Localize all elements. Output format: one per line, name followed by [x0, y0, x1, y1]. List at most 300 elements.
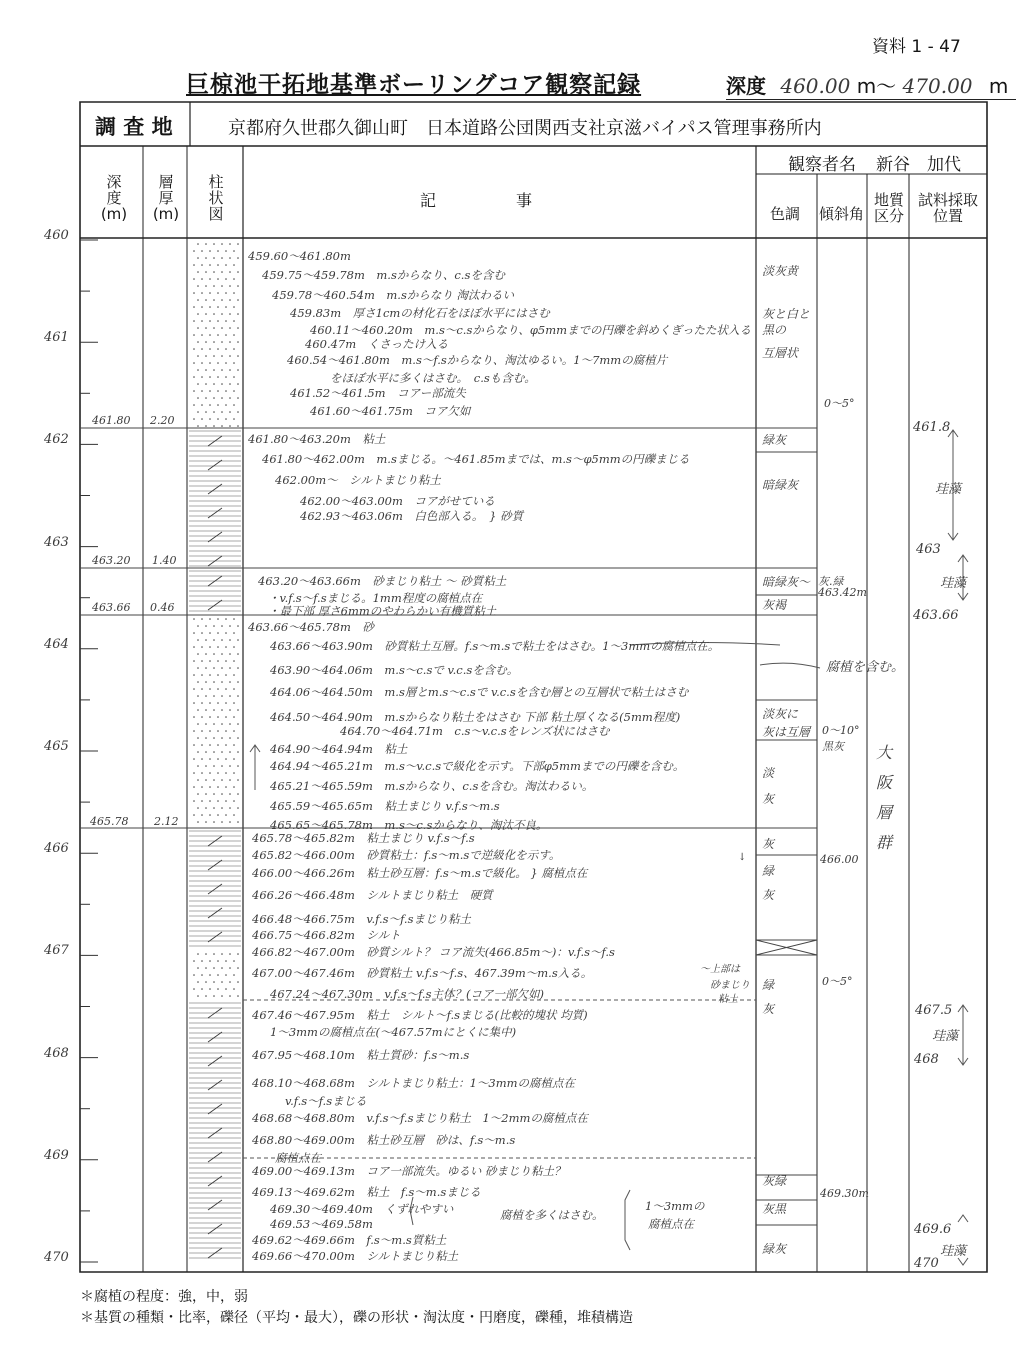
side-note: 腐植を多くはさむ。: [500, 1208, 604, 1222]
sand-dot: [233, 716, 235, 718]
sand-dot: [213, 257, 215, 259]
sand-dot: [233, 306, 235, 308]
sand-dot: [201, 264, 203, 266]
side-note: 粘土: [718, 994, 738, 1005]
description-entry: 459.78〜460.54m m.sからなり 淘汰わるい: [272, 288, 514, 302]
header-column-1: 柱: [208, 173, 224, 191]
sand-dot: [225, 632, 227, 634]
sand-dot: [217, 334, 219, 336]
sand-dot: [237, 953, 239, 955]
sand-dot: [221, 397, 223, 399]
silt-mark: [208, 1056, 222, 1066]
sand-dot: [233, 786, 235, 788]
sand-dot: [221, 341, 223, 343]
sand-dot: [209, 376, 211, 378]
sand-dot: [225, 716, 227, 718]
sand-dot: [193, 660, 195, 662]
description-entry: 464.94〜465.21m m.s〜v.c.sで級化を示す。下部φ5mmまでの円礫を含む。: [270, 759, 685, 773]
description-entry: 466.26〜466.48m シルトまじり粘土 硬質: [252, 888, 493, 902]
sand-dot: [213, 681, 215, 683]
sand-dot: [209, 418, 211, 420]
depth-scale-label: 461: [44, 330, 69, 346]
depth-scale-label: 464: [44, 636, 69, 652]
sand-dot: [205, 397, 207, 399]
silt-mark: [208, 1080, 222, 1090]
sand-dot: [197, 257, 199, 259]
sand-dot: [233, 800, 235, 802]
sand-dot: [201, 390, 203, 392]
description-entry: 465.59〜465.65m 粘土まじり v.f.s〜m.s: [270, 799, 500, 813]
header-column-3: 図: [208, 205, 224, 223]
sand-dot: [197, 625, 199, 627]
sand-dot: [221, 751, 223, 753]
header-depth-2: 度: [106, 189, 122, 207]
description-entry: 467.00〜467.46m 砂質粘土 v.f.s〜f.s、467.39m〜m.s入る。: [252, 966, 593, 980]
sand-dot: [225, 418, 227, 420]
sand-dot: [209, 632, 211, 634]
sand-dot: [193, 404, 195, 406]
sand-dot: [213, 383, 215, 385]
site-label: 調 査 地: [95, 115, 173, 139]
sand-dot: [237, 779, 239, 781]
sand-dot: [233, 744, 235, 746]
silt-mark: [208, 532, 222, 542]
description-entry: 460.11〜460.20m m.s〜c.sからなり、φ5mmまでの円礫を斜めくぎったた状入る: [310, 323, 752, 337]
sand-dot: [209, 716, 211, 718]
sand-dot: [205, 355, 207, 357]
dip-value: 463.42m: [818, 586, 867, 599]
footnote: ＊腐植の程度：強，中，弱: [80, 1289, 248, 1305]
silt-mark: [208, 1104, 222, 1114]
sand-dot: [197, 695, 199, 697]
description-entry: 465.65〜465.78m m.s〜c.sからなり、淘汰不良。: [270, 818, 548, 832]
sand-dot: [213, 625, 215, 627]
description-entry: 462.00m〜 シルトまじり粘土: [275, 473, 441, 487]
sand-dot: [225, 618, 227, 620]
sand-dot: [233, 758, 235, 760]
sand-dot: [213, 807, 215, 809]
sand-dot: [205, 285, 207, 287]
sand-dot: [237, 285, 239, 287]
sampling-mark: 463: [916, 542, 941, 557]
sand-dot: [221, 243, 223, 245]
depth-scale-label: 466: [44, 841, 69, 857]
sand-dot: [221, 723, 223, 725]
sand-dot: [209, 334, 211, 336]
sand-dot: [237, 653, 239, 655]
dip-value: 黒灰: [822, 740, 844, 753]
sand-dot: [221, 821, 223, 823]
sand-dot: [201, 320, 203, 322]
sand-dot: [221, 995, 223, 997]
color-label: 灰黒: [762, 1202, 787, 1216]
description-entry: 465.82〜466.00m 砂質粘土：f.s〜m.sで逆級化を示す。: [252, 848, 561, 862]
sand-dot: [201, 376, 203, 378]
silt-mark: [208, 600, 222, 610]
side-note: ↓: [738, 852, 747, 863]
observer-label: 観察者名: [788, 155, 856, 175]
sand-dot: [205, 751, 207, 753]
sand-dot: [225, 250, 227, 252]
description-entry: 469.53〜469.58m: [270, 1217, 373, 1231]
sand-dot: [213, 995, 215, 997]
sand-dot: [217, 786, 219, 788]
header-geology-2: 区分: [873, 207, 904, 225]
silt-mark: [208, 1032, 222, 1042]
sand-dot: [197, 723, 199, 725]
header-column: [200, 174, 232, 222]
color-label: 灰緑: [762, 1174, 787, 1188]
sand-dot: [205, 779, 207, 781]
sand-dot: [209, 730, 211, 732]
sand-dot: [213, 271, 215, 273]
sand-dot: [213, 397, 215, 399]
silt-mark: [208, 508, 222, 518]
sand-dot: [237, 397, 239, 399]
sand-dot: [237, 271, 239, 273]
description-entry: 468.10〜468.68m シルトまじり粘土：1〜3mmの腐植点在: [252, 1076, 576, 1090]
sand-dot: [201, 772, 203, 774]
sand-dot: [193, 348, 195, 350]
sand-dot: [221, 383, 223, 385]
sand-dot: [193, 418, 195, 420]
sand-dot: [197, 639, 199, 641]
sand-dot: [209, 390, 211, 392]
sand-dot: [229, 967, 231, 969]
sand-dot: [213, 667, 215, 669]
sand-dot: [233, 320, 235, 322]
sand-dot: [225, 404, 227, 406]
sand-dot: [209, 744, 211, 746]
depth-scale-label: 467: [44, 943, 69, 959]
description-entry: 466.82〜467.00m 砂質シルト？ コア流失(466.85m〜)：v.f.s〜f.s: [252, 945, 615, 959]
sand-dot: [209, 362, 211, 364]
description-entry: v.f.s〜f.sまじる: [285, 1094, 367, 1108]
sand-dot: [217, 632, 219, 634]
sand-dot: [201, 988, 203, 990]
side-note: 1〜3mmの: [645, 1199, 705, 1213]
sand-dot: [225, 988, 227, 990]
sand-dot: [229, 723, 231, 725]
sand-dot: [209, 960, 211, 962]
description-entry: 459.75〜459.78m m.sからなり、c.sを含む: [262, 268, 505, 282]
sand-dot: [237, 807, 239, 809]
color-label: 淡灰に: [762, 707, 799, 721]
sand-dot: [201, 960, 203, 962]
sand-dot: [233, 814, 235, 816]
sand-dot: [209, 786, 211, 788]
sand-dot: [205, 341, 207, 343]
sand-dot: [193, 646, 195, 648]
depth-scale-label: 470: [44, 1250, 69, 1265]
sand-dot: [193, 264, 195, 266]
sand-dot: [221, 967, 223, 969]
silt-mark: [208, 884, 222, 894]
sand-dot: [201, 786, 203, 788]
color-label: 緑: [762, 978, 775, 992]
sand-dot: [225, 660, 227, 662]
color-label: 淡: [762, 766, 775, 780]
sand-dot: [205, 625, 207, 627]
silt-mark: [208, 484, 222, 494]
description-entry: 469.30〜469.40m くずれやすい: [270, 1202, 454, 1216]
side-note: 〜上部は: [700, 964, 740, 975]
description-entry: 461.52〜461.5m コアー部流失: [290, 386, 466, 400]
sand-dot: [217, 674, 219, 676]
header-depth-1: 深: [106, 173, 122, 191]
description-entry: 463.90〜464.06m m.s〜c.sで v.c.sを含む。: [270, 663, 519, 677]
description-entry: ・最下部 厚さ6mmのやわらかい有機質粘土: [268, 604, 497, 618]
sand-dot: [217, 716, 219, 718]
sand-dot: [225, 730, 227, 732]
sand-dot: [213, 695, 215, 697]
depth-range-unit1: m〜: [856, 74, 897, 98]
sand-dot: [217, 688, 219, 690]
sand-dot: [197, 369, 199, 371]
sand-dot: [193, 772, 195, 774]
sand-dot: [205, 313, 207, 315]
sand-dot: [193, 974, 195, 976]
sampling-mark: 469.6: [914, 1222, 952, 1237]
sand-dot: [209, 320, 211, 322]
sand-dot: [197, 765, 199, 767]
side-note: 砂まじり: [710, 980, 750, 991]
sand-dot: [217, 404, 219, 406]
sand-dot: [193, 688, 195, 690]
silt-mark: [208, 908, 222, 918]
silt-mark: [208, 860, 222, 870]
sand-dot: [197, 793, 199, 795]
sand-dot: [229, 271, 231, 273]
sand-dot: [201, 348, 203, 350]
sand-dot: [209, 306, 211, 308]
sand-dot: [213, 967, 215, 969]
sand-dot: [237, 723, 239, 725]
sand-dot: [229, 737, 231, 739]
description-entry: 467.95〜468.10m 粘土質砂：f.s〜m.s: [252, 1048, 470, 1062]
description-entry: 462.00〜463.00m コアがせている: [300, 494, 495, 508]
sand-dot: [225, 292, 227, 294]
color-label: 緑灰: [762, 1242, 787, 1256]
sand-dot: [229, 327, 231, 329]
sand-dot: [205, 821, 207, 823]
sand-dot: [229, 779, 231, 781]
sand-dot: [197, 243, 199, 245]
sand-dot: [205, 639, 207, 641]
sand-dot: [209, 974, 211, 976]
sand-dot: [197, 709, 199, 711]
sampling-mark: 461.8: [913, 420, 951, 435]
sand-dot: [233, 646, 235, 648]
sand-dot: [221, 625, 223, 627]
description-entry: 462.93〜463.06m 白色部入る。 } 砂質: [300, 509, 524, 523]
sand-dot: [197, 397, 199, 399]
sampling-mark: 467.5: [915, 1003, 953, 1018]
sand-dot: [229, 257, 231, 259]
header-color: 色調: [770, 205, 801, 223]
sand-dot: [237, 981, 239, 983]
sand-dot: [237, 383, 239, 385]
page-title: 巨椋池干拓地基準ボーリングコア観察記録: [186, 72, 642, 98]
sand-dot: [217, 306, 219, 308]
sand-dot: [205, 243, 207, 245]
layer-thickness: 2.20: [150, 414, 175, 427]
sand-dot: [217, 730, 219, 732]
sand-dot: [201, 744, 203, 746]
sand-dot: [201, 632, 203, 634]
sand-dot: [233, 348, 235, 350]
sand-dot: [217, 278, 219, 280]
sand-dot: [237, 299, 239, 301]
sand-dot: [205, 299, 207, 301]
sand-dot: [209, 674, 211, 676]
sand-dot: [221, 793, 223, 795]
sand-dot: [197, 967, 199, 969]
sand-dot: [225, 974, 227, 976]
description-entry: 463.66〜463.90m 砂質粘土互層。f.s〜m.sで粘土をはさむ。1〜3mmの腐植点在。: [270, 639, 720, 653]
sand-dot: [221, 779, 223, 781]
color-label: 灰と白と: [762, 307, 811, 321]
depth-range-label: 深度: [726, 74, 766, 98]
sand-dot: [221, 327, 223, 329]
sand-dot: [237, 355, 239, 357]
sand-dot: [217, 618, 219, 620]
description-entry: 460.47m くさったけ入る: [305, 337, 449, 351]
sand-dot: [217, 974, 219, 976]
description-entry: 463.66〜465.78m 砂: [248, 620, 374, 634]
sand-dot: [237, 341, 239, 343]
sand-dot: [237, 625, 239, 627]
color-label: 互層状: [762, 346, 799, 360]
sand-dot: [233, 278, 235, 280]
sand-dot: [217, 320, 219, 322]
sand-dot: [193, 292, 195, 294]
sand-dot: [213, 793, 215, 795]
sand-dot: [209, 292, 211, 294]
sand-dot: [225, 702, 227, 704]
sand-dot: [221, 369, 223, 371]
sand-dot: [205, 981, 207, 983]
sand-dot: [217, 988, 219, 990]
sampling-mark: 珪藻: [940, 576, 967, 591]
sand-dot: [213, 411, 215, 413]
sand-dot: [217, 348, 219, 350]
silt-mark: [208, 1200, 222, 1210]
color-label: 灰は互層: [762, 725, 811, 739]
sand-dot: [201, 974, 203, 976]
sand-dot: [213, 639, 215, 641]
sand-dot: [197, 751, 199, 753]
sand-dot: [197, 995, 199, 997]
dip-value: 0〜10°: [822, 724, 860, 737]
header-geology: [869, 192, 909, 224]
sand-dot: [197, 411, 199, 413]
sand-dot: [213, 765, 215, 767]
sand-dot: [193, 744, 195, 746]
sand-dot: [237, 369, 239, 371]
sand-dot: [217, 418, 219, 420]
sand-dot: [193, 250, 195, 252]
sand-dot: [221, 807, 223, 809]
color-label: 灰: [762, 1002, 775, 1016]
sand-dot: [201, 250, 203, 252]
sampling-mark: 468: [914, 1052, 939, 1067]
description-entry: 461.80〜462.00m m.sまじる。〜461.85mまでは、m.s〜φ5mmの円礫まじる: [262, 452, 690, 466]
side-note: 腐植点在: [648, 1217, 694, 1231]
sand-dot: [225, 320, 227, 322]
sand-dot: [229, 653, 231, 655]
sand-dot: [193, 334, 195, 336]
sand-dot: [197, 953, 199, 955]
sand-dot: [229, 243, 231, 245]
layer-depth: 463.20: [92, 554, 131, 567]
header-thickness-1: 層: [158, 173, 174, 191]
sand-dot: [225, 278, 227, 280]
sand-dot: [233, 632, 235, 634]
sand-dot: [225, 688, 227, 690]
sand-dot: [217, 660, 219, 662]
sand-dot: [237, 425, 239, 427]
sand-dot: [237, 667, 239, 669]
sand-dot: [213, 355, 215, 357]
sand-dot: [217, 646, 219, 648]
description-entry: 469.13〜469.62m 粘土 f.s〜m.sまじる: [252, 1185, 481, 1199]
dip-value: 469.30m: [820, 1187, 869, 1200]
layer-thickness: 0.46: [150, 601, 175, 614]
sand-dot: [209, 688, 211, 690]
sand-dot: [229, 369, 231, 371]
sand-dot: [221, 285, 223, 287]
sand-dot: [205, 807, 207, 809]
sand-dot: [237, 681, 239, 683]
sand-dot: [205, 695, 207, 697]
sand-dot: [193, 716, 195, 718]
depth-range-unit2: m: [988, 74, 1009, 98]
sand-dot: [213, 737, 215, 739]
sand-dot: [217, 800, 219, 802]
sand-dot: [193, 730, 195, 732]
sand-dot: [225, 758, 227, 760]
sand-dot: [233, 960, 235, 962]
sand-dot: [193, 390, 195, 392]
description-entry: 465.78〜465.82m 粘土まじり v.f.s〜f.s: [252, 831, 475, 845]
sand-dot: [197, 737, 199, 739]
silt-mark: [208, 460, 222, 470]
depth-range-to: 470.00: [902, 74, 973, 98]
sand-dot: [217, 264, 219, 266]
sand-dot: [193, 362, 195, 364]
sand-dot: [229, 821, 231, 823]
sand-dot: [193, 814, 195, 816]
header-thickness-3: (m): [152, 205, 180, 223]
sand-dot: [205, 369, 207, 371]
sand-dot: [229, 793, 231, 795]
dip-value: 0〜5°: [822, 975, 853, 988]
sand-dot: [225, 960, 227, 962]
depth-scale-label: 465: [44, 739, 69, 754]
header-dip: 傾斜角: [819, 205, 865, 223]
sand-dot: [217, 772, 219, 774]
sand-dot: [233, 688, 235, 690]
sand-dot: [229, 625, 231, 627]
sand-dot: [201, 814, 203, 816]
sand-dot: [217, 292, 219, 294]
header-sampling-2: 位置: [932, 207, 963, 225]
description-entry: 466.48〜466.75m v.f.s〜f.sまじり粘土: [252, 912, 471, 926]
sand-dot: [229, 397, 231, 399]
silt-mark: [208, 1224, 222, 1234]
sand-dot: [197, 425, 199, 427]
